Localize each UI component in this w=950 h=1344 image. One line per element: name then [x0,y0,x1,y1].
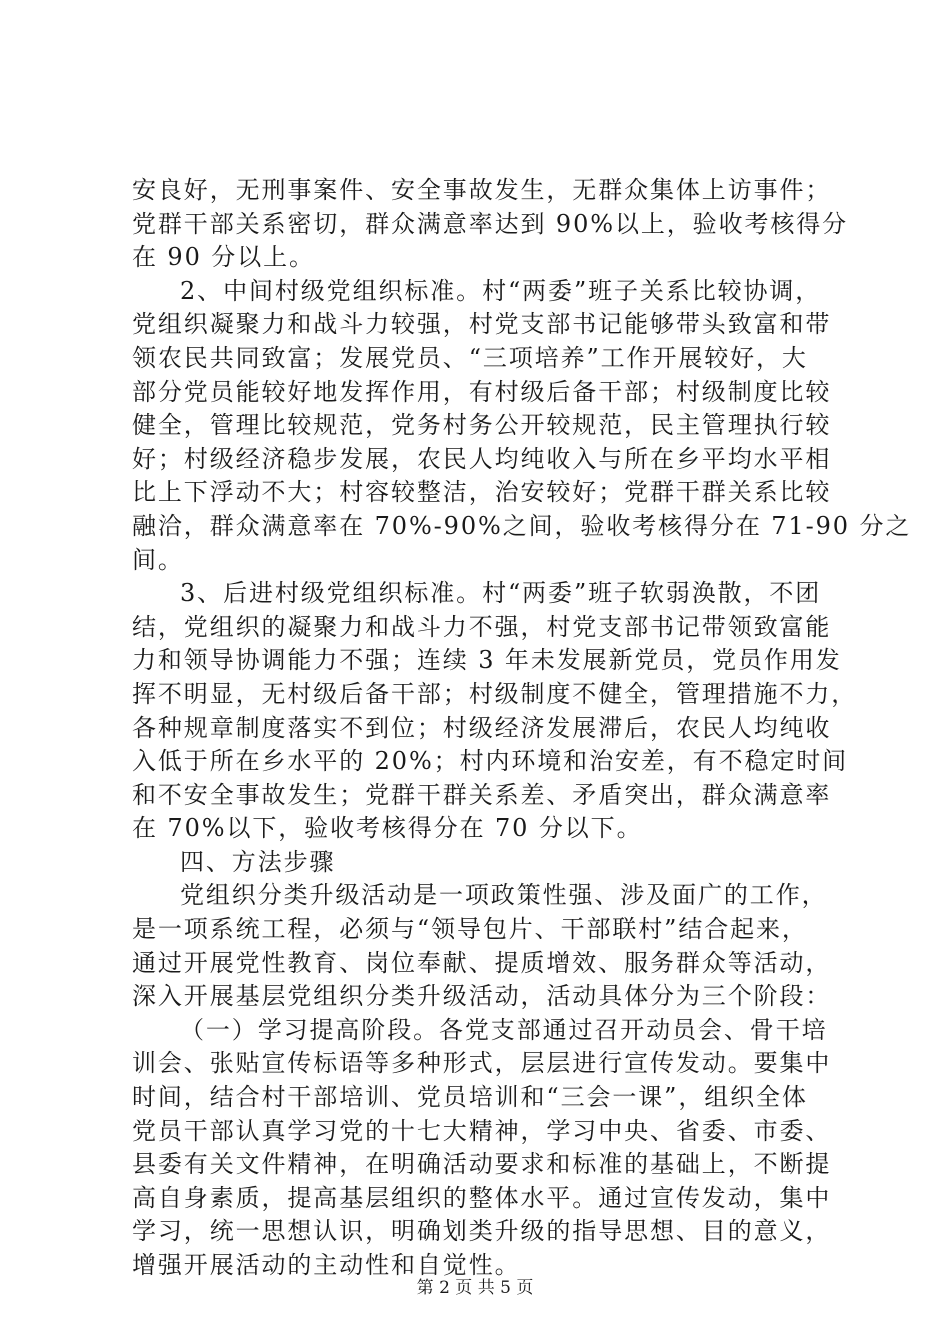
text-line: 深入开展基层党组织分类升级活动，活动具体分为三个阶段： [132,982,832,1011]
text-line: 在 90 分以上。 [132,243,315,272]
paragraph-start-line: 3、后进村级党组织标准。村“两委”班子软弱涣散，不团 [180,579,822,608]
paragraph-start-line: 党组织分类升级活动是一项政策性强、涉及面广的工作， [180,881,828,910]
text-line: 是一项系统工程，必须与“领导包片、干部联村”结合起来， [132,915,808,944]
section-heading: 四、方法步骤 [180,847,336,876]
text-line: 在 70%以下，验收考核得分在 70 分以下。 [132,814,643,843]
text-line: 和不安全事故发生；党群干群关系差、矛盾突出，群众满意率 [132,780,832,809]
text-line: 力和领导协调能力不强；连续 3 年未发展新党员，党员作用发 [132,646,842,675]
paragraph-start-line: 2、中间村级党组织标准。村“两委”班子关系比较协调， [180,276,822,305]
text-line: 学习，统一思想认识，明确划类升级的指导思想、目的意义， [132,1217,832,1246]
text-line: 间。 [132,545,184,574]
page-number: 第 2 页 共 5 页 [416,1278,534,1298]
paragraph-start-line: （一）学习提高阶段。各党支部通过召开动员会、骨干培 [180,1015,828,1044]
text-line: 训会、张贴宣传标语等多种形式，层层进行宣传发动。要集中 [132,1049,832,1078]
text-line: 党员干部认真学习党的十七大精神，学习中央、省委、市委、 [132,1116,832,1145]
text-line: 融洽，群众满意率在 70%-90%之间，验收考核得分在 71-90 分之 [132,511,912,540]
text-line: 时间，结合村干部培训、党员培训和“三会一课”，组织全体 [132,1083,808,1112]
text-line: 党组织凝聚力和战斗力较强，村党支部书记能够带头致富和带 [132,310,832,339]
text-line: 健全，管理比较规范，党务村务公开较规范，民主管理执行较 [132,411,832,440]
document-body [132,174,912,1283]
text-line: 结，党组织的凝聚力和战斗力不强，村党支部书记带领致富能 [132,612,832,641]
text-line: 领农民共同致富；发展党员、“三项培养”工作开展较好，大 [132,343,808,372]
text-line: 各种规章制度落实不到位；村级经济发展滞后，农民人均纯收 [132,713,832,742]
text-line: 增强开展活动的主动性和自觉性。 [132,1251,521,1279]
text-line: 好；村级经济稳步发展，农民人均纯收入与所在乡平均水平相 [132,444,832,473]
text-line: 入低于所在乡水平的 20%；村内环境和治安差，有不稳定时间 [132,747,849,776]
text-line: 党群干部关系密切，群众满意率达到 90%以上，验收考核得分 [132,209,849,238]
text-line: 安良好，无刑事案件、安全事故发生，无群众集体上访事件； [132,176,832,204]
text-line: 挥不明显，无村级后备干部；村级制度不健全，管理措施不力， [132,679,858,708]
text-line: 通过开展党性教育、岗位奉献、提质增效、服务群众等活动， [132,948,832,977]
text-line: 高自身素质，提高基层组织的整体水平。通过宣传发动，集中 [132,1183,832,1212]
page-footer [0,1276,950,1300]
text-line: 县委有关文件精神，在明确活动要求和标准的基础上，不断提 [132,1150,832,1179]
text-line: 部分党员能较好地发挥作用，有村级后备干部；村级制度比较 [132,377,832,406]
text-line: 比上下浮动不大；村容较整洁，治安较好；党群干群关系比较 [132,478,832,507]
